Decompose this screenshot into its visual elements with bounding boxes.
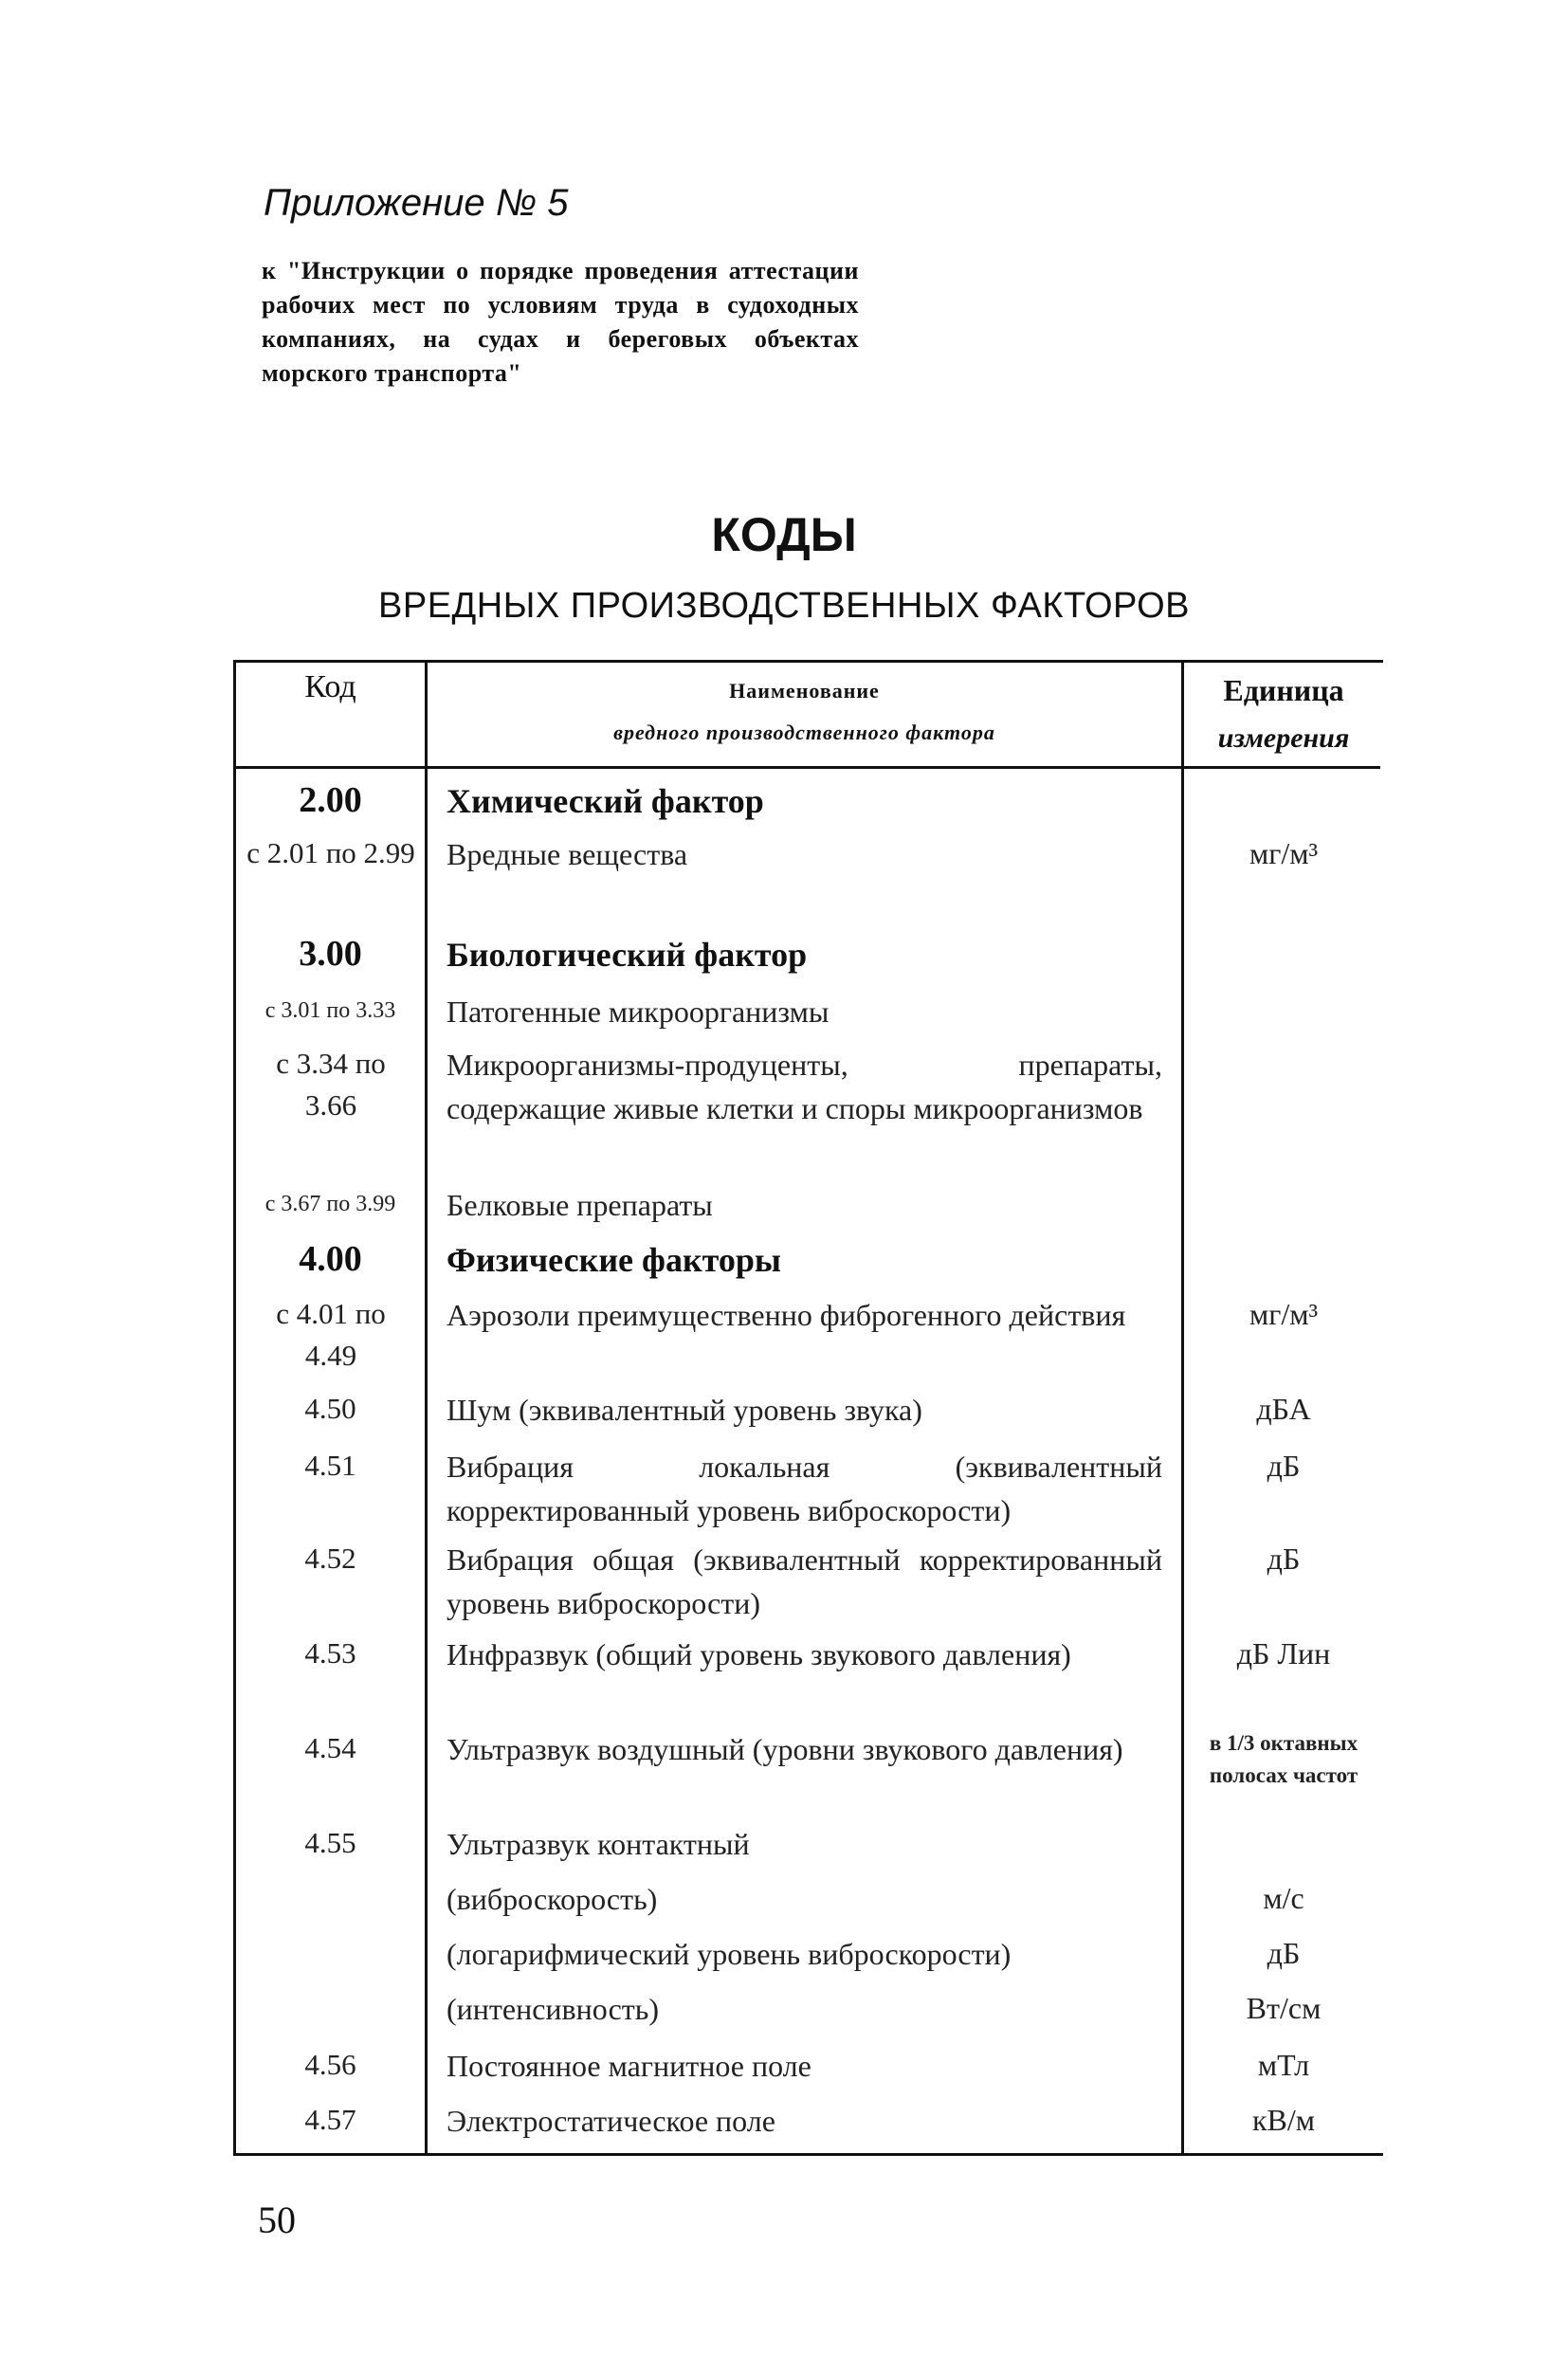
row-name: (виброскорость) bbox=[447, 1882, 658, 1916]
row-unit: Вт/см bbox=[1246, 1991, 1322, 2025]
row-code: 3.00 bbox=[299, 934, 362, 974]
appendix-title: Приложение № 5 bbox=[264, 182, 569, 224]
row-unit: м/с bbox=[1263, 1881, 1304, 1915]
row-unit: дБ Лин bbox=[1236, 1636, 1331, 1670]
row-name: Вибрация локальная (эквивалентный корректированный уровень виброскорости) bbox=[447, 1450, 1162, 1527]
row-name: Инфразвук (общий уровень звукового давления) bbox=[447, 1637, 1071, 1671]
row-unit: мг/м³ bbox=[1249, 836, 1319, 870]
header-unit: Единица bbox=[1223, 673, 1344, 707]
row-name: Микроорганизмы-продуценты, препараты, содержащие живые клетки и споры микроорганизмов bbox=[447, 1048, 1162, 1125]
row-code: 4.51 bbox=[304, 1449, 356, 1482]
row-name: (логарифмический уровень виброскорости) bbox=[447, 1937, 1012, 1971]
row-unit: кВ/м bbox=[1251, 2103, 1316, 2137]
row-name: Ультразвук контактный bbox=[447, 1827, 750, 1861]
row-unit: дБ bbox=[1267, 1449, 1301, 1483]
row-unit: мг/м³ bbox=[1249, 1297, 1319, 1331]
row-name: Вибрация общая (эквивалентный корректированный уровень виброскорости) bbox=[447, 1542, 1162, 1620]
row-code: с 3.67 по 3.99 bbox=[264, 1192, 396, 1216]
row-code: 2.00 bbox=[299, 780, 362, 820]
row-name: Белковые препараты bbox=[447, 1188, 713, 1222]
row-code: 4.56 bbox=[304, 2048, 356, 2081]
row-unit: дБ bbox=[1267, 1542, 1301, 1576]
header-name: Наименование bbox=[729, 679, 880, 703]
row-code: 4.50 bbox=[304, 1392, 356, 1425]
page-number: 50 bbox=[258, 2199, 296, 2241]
row-code: 4.54 bbox=[304, 1731, 356, 1764]
row-code: с 2.01 по 2.99 bbox=[246, 836, 415, 869]
document-subheading: ВРЕДНЫХ ПРОИЗВОДСТВЕННЫХ ФАКТОРОВ bbox=[378, 586, 1190, 626]
row-unit: дБА bbox=[1256, 1392, 1311, 1426]
row-code: с 4.01 по 4.49 bbox=[276, 1297, 386, 1372]
row-name: (интенсивность) bbox=[447, 1992, 660, 2026]
row-code: 4.53 bbox=[304, 1636, 356, 1670]
row-name: Химический фактор bbox=[447, 782, 764, 820]
row-name: Аэрозоли преимущественно фиброгенного действия bbox=[447, 1298, 1126, 1332]
row-unit: мТл bbox=[1257, 2048, 1310, 2082]
row-name: Вредные вещества bbox=[447, 837, 688, 871]
row-name: Биологический фактор bbox=[447, 936, 808, 974]
table-header-divider bbox=[233, 766, 1380, 769]
row-unit: в 1/3 октавных полосах частот bbox=[1209, 1731, 1358, 1787]
row-name: Постоянное магнитное поле bbox=[447, 2049, 811, 2083]
table-column-divider bbox=[425, 660, 428, 2153]
row-code: с 3.01 по 3.33 bbox=[264, 998, 396, 1023]
header-code: Код bbox=[304, 669, 356, 704]
row-name: Патогенные микроорганизмы bbox=[447, 995, 830, 1029]
document-heading: КОДЫ bbox=[711, 508, 857, 561]
header-unit-sub: измерения bbox=[1217, 722, 1350, 754]
row-code: 4.55 bbox=[304, 1826, 356, 1859]
row-code: с 3.34 по 3.66 bbox=[276, 1047, 386, 1122]
row-name: Шум (эквивалентный уровень звука) bbox=[447, 1393, 922, 1427]
appendix-reference: к "Инструкции о порядке проведения аттестации рабочих мест по условиям труда в судоходных компаниях, на судах и береговых объектах морского транспорта" bbox=[262, 257, 859, 387]
row-code: 4.52 bbox=[304, 1542, 356, 1575]
row-code: 4.00 bbox=[299, 1239, 362, 1279]
row-name: Ультразвук воздушный (уровни звукового давления) bbox=[447, 1732, 1123, 1766]
row-name: Физические факторы bbox=[447, 1241, 782, 1279]
header-name-sub: вредного производственного фактора bbox=[613, 721, 995, 744]
row-name: Электростатическое поле bbox=[447, 2104, 775, 2138]
row-code: 4.57 bbox=[304, 2103, 356, 2136]
row-unit: дБ bbox=[1267, 1936, 1301, 1970]
